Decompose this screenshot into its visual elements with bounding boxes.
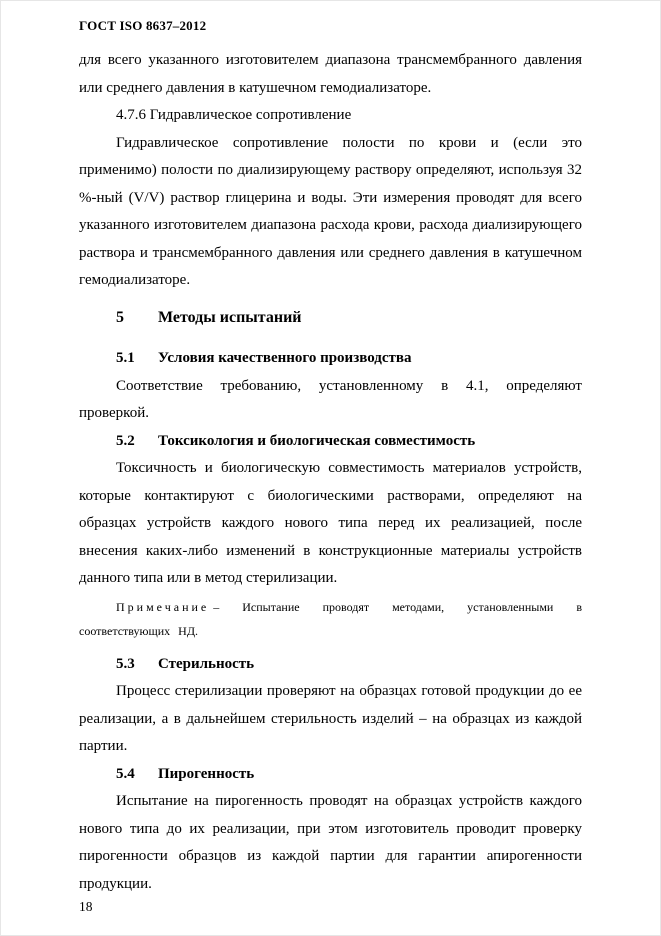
- paragraph-toxicology: Токсичность и биологическую совместимость материалов устройств, которые контактируют с биологическими растворами, определяют на образцах устройств каждого нового типа перед их реализацией, после внесения каких-либо изменений в конструкционные материалы устройств данного типа или в метод стерилизации.: [79, 460, 582, 586]
- page-number: 18: [79, 899, 93, 914]
- section-number: 5: [116, 308, 124, 326]
- note-label: Примечание: [116, 599, 210, 614]
- note-paragraph: [79, 595, 582, 643]
- subsection-number: 5.4: [116, 765, 135, 782]
- subsection-heading-5-4: [79, 761, 582, 789]
- paragraph-hydraulic-resistance: Гидравлическое сопротивление полости по крови и (если это применимо) полости по диализирующему раствору определяют, используя 32 %-ный (V/V) раствор глицерина и воды. Эти измерения проводят для всего указанного изготовителем диапазона расхода крови, расхода диализирующего раствора и трансмембранного давления или среднего давления в катушечном гемодиализаторе.: [79, 134, 582, 288]
- paragraph-continuation: для всего указанного изготовителем диапазона трансмембранного давления или среднего давления в катушечном гемодиализаторе.: [79, 52, 582, 96]
- document-header-title: ГОСТ ISO 8637–2012: [79, 18, 207, 33]
- paragraph-quality-production: Соответствие требованию, установленному в 4.1, определяют проверкой.: [79, 377, 582, 421]
- subsection-number: 5.1: [116, 350, 135, 366]
- subsection-number: 5.2: [116, 432, 135, 449]
- subclause-4-7-6: 4.7.6 Гидравлическое сопротивление: [116, 107, 352, 123]
- subsection-heading-5-2: [79, 428, 582, 456]
- subsection-title: Пирогенность: [158, 765, 255, 782]
- subsection-heading-5-1: [79, 345, 582, 373]
- note-text: – Испытание проводят методами, установленными в соответствующих НД.: [79, 599, 582, 638]
- section-title: Методы испытаний: [158, 308, 302, 326]
- subsection-title: Токсикология и биологическая совместимость: [158, 432, 476, 449]
- subsection-heading-5-3: [79, 651, 582, 679]
- document-body: [79, 47, 582, 898]
- subsection-title: Условия качественного производства: [158, 350, 412, 366]
- paragraph-pyrogenicity: Испытание на пирогенность проводят на образцах устройств каждого нового типа до их реализации, при этом изготовитель проводит проверку пирогенности образцов из каждой партии для гарантии апирогенности продукции.: [79, 793, 582, 892]
- document-footer: [79, 898, 582, 915]
- subsection-title: Стерильность: [158, 655, 255, 672]
- section-heading-5: [79, 304, 582, 332]
- subsection-number: 5.3: [116, 655, 135, 672]
- paragraph-sterility: Процесс стерилизации проверяют на образцах готовой продукции до ее реализации, а в дальнейшем стерильность изделий – на образцах из каждой партии.: [79, 683, 582, 754]
